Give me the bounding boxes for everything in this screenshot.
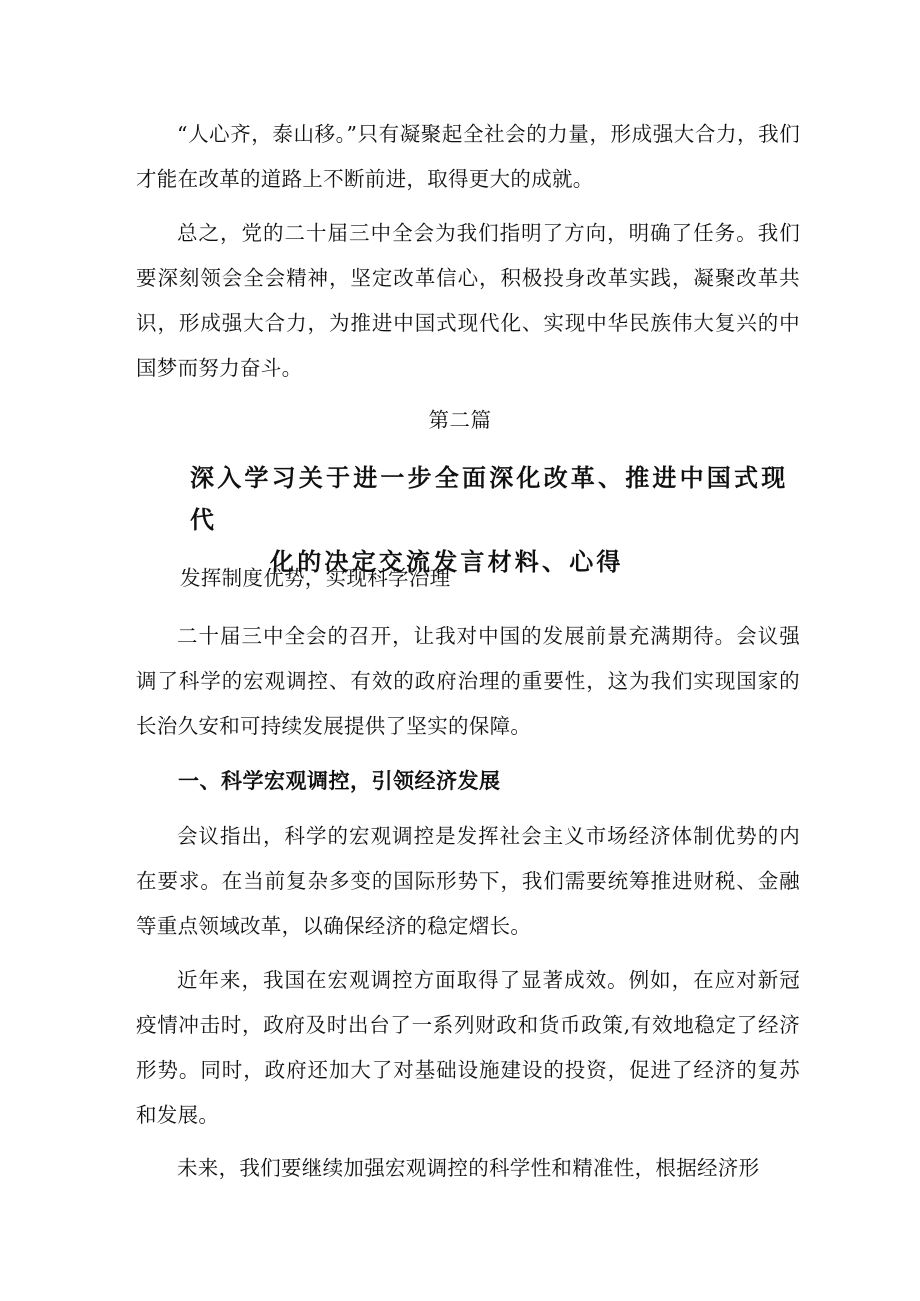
article-title-line-1: 深入学习关于进一步全面深化改革、推进中国式现代: [190, 464, 789, 534]
paragraph-unity: “人心齐，泰山移。”只有凝聚起全社会的力量，形成强大合力，我们才能在改革的道路上不断前进，取得更大的成就。: [136, 122, 800, 191]
paragraph-future: 未来，我们要继续加强宏观调控的科学性和精准性，根据经济形: [177, 1156, 760, 1180]
paragraph-recent-years: 近年来，我国在宏观调控方面取得了显著成效。例如，在应对新冠疫情冲击时，政府及时出台了一系列财政和货币政策,有效地稳定了经济形势。同时，政府还加大了对基础设施建设的投资，促进了经济的复苏和发展。: [136, 968, 800, 1127]
paragraph-intro: 二十届三中全会的召开，让我对中国的发展前景充满期待。会议强调了科学的宏观调控、有效的政府治理的重要性，这为我们实现国家的长治久安和可持续发展提供了坚实的保障。: [136, 624, 800, 738]
subheading-macro-control: 一、科学宏观调控，引领经济发展: [178, 769, 501, 793]
paragraph-conclusion: 总之，党的二十届三中全会为我们指明了方向，明确了任务。我们要深刻领会全会精神，坚定改革信心，积极投身改革实践，凝聚改革共识，形成强大合力，为推进中国式现代化、实现中华民族伟大复兴的中国梦而努力奋斗。: [136, 221, 800, 380]
paragraph-meeting-notes: 会议指出，科学的宏观调控是发挥社会主义市场经济体制优势的内在要求。在当前复杂多变的国际形势下，我们需要统筹推进财税、金融等重点领域改革，以确保经济的稳定熠长。: [136, 824, 800, 938]
section-label: 第二篇: [428, 408, 492, 432]
lead-heading: 发挥制度优势，实现科学治理: [180, 566, 451, 590]
article-title-line-2: 化的决定交流发言材料、心得: [270, 548, 624, 576]
